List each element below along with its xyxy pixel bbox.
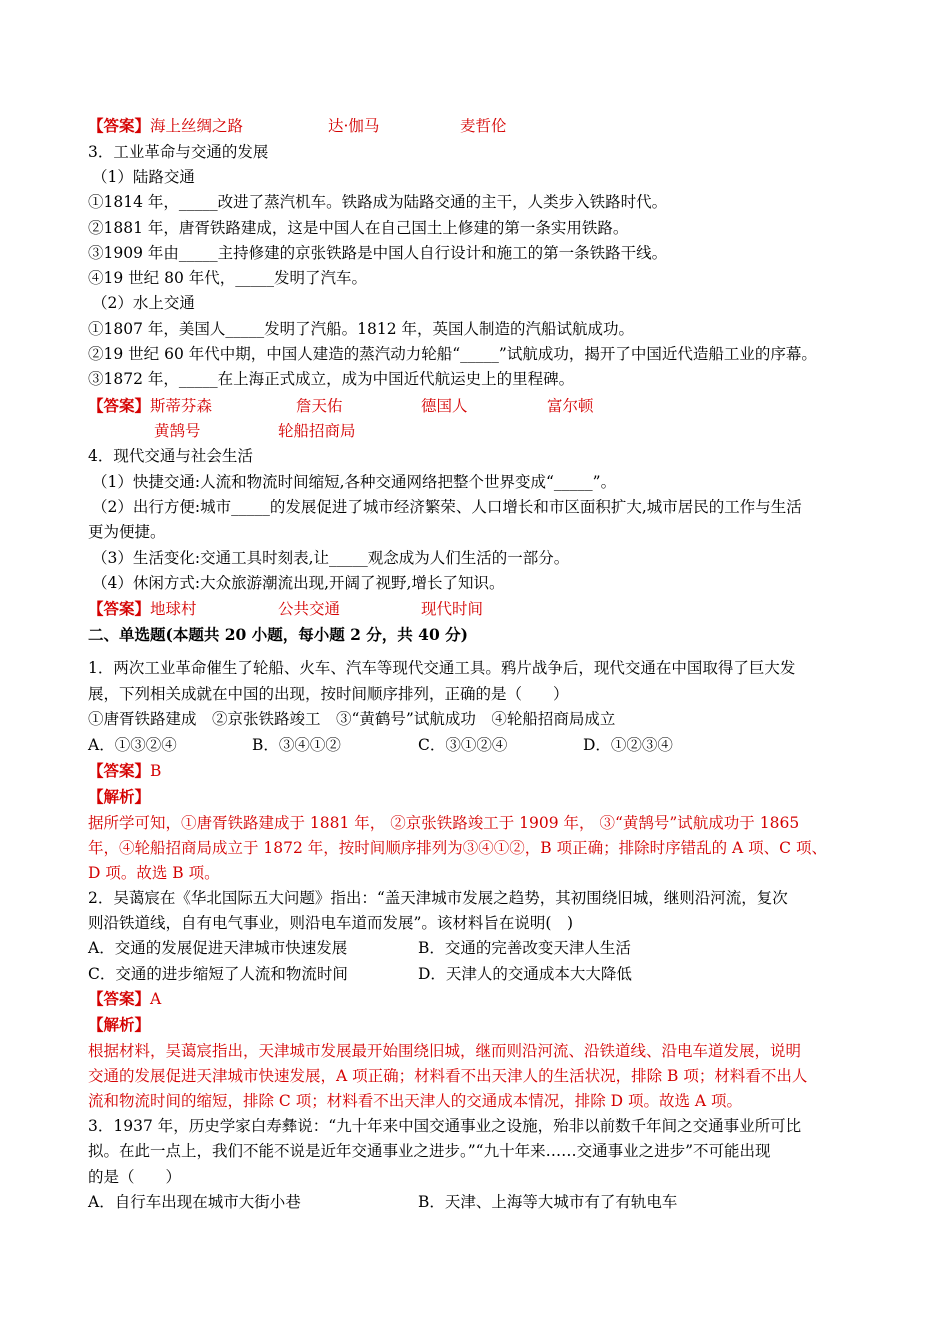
option-b: B．天津、上海等大城市有了有轨电车 bbox=[418, 1193, 678, 1211]
answer-line-3 bbox=[88, 599, 484, 619]
subheading: （2）水上交通 bbox=[92, 294, 195, 312]
body-line: ②1881 年，唐胥铁路建成，这是中国人在自己国土上修建的第一条实用铁路。 bbox=[88, 219, 629, 237]
option-b: B．交通的完善改变天津人生活 bbox=[418, 939, 631, 957]
body-line: ②19 世纪 60 年代中期，中国人建造的蒸汽动力轮船“_____”试航成功，揭开了中国近代造船工业的序幕。 bbox=[88, 345, 817, 363]
answer-value: 现代时间 bbox=[421, 600, 484, 618]
section-title: 二、单选题(本题共 20 小题，每小题 2 分，共 40 分) bbox=[88, 625, 468, 644]
section-heading-4: 4．现代交通与社会生活 bbox=[88, 447, 253, 465]
answer-value: 斯蒂芬森 bbox=[150, 397, 213, 415]
answer-line-1 bbox=[88, 116, 507, 136]
section-heading-3: 3．工业革命与交通的发展 bbox=[88, 143, 269, 161]
answer-value: 德国人 bbox=[421, 397, 468, 415]
answer-line bbox=[88, 989, 161, 1009]
option-d: D．①②③④ bbox=[583, 736, 673, 754]
option-c: C．交通的进步缩短了人流和物流时间 bbox=[88, 965, 348, 983]
answer-value: 黄鹄号 bbox=[154, 422, 201, 440]
answer-value: 达·伽马 bbox=[328, 117, 380, 135]
analysis-line: 流和物流时间的缩短，排除 C 项；材料看不出天津人的交通成本情况，排除 D 项。故选 A 项。 bbox=[88, 1092, 743, 1110]
question-line: ①唐胥铁路建成 ②京张铁路竣工 ③“黄鹤号”试航成功 ④轮船招商局成立 bbox=[88, 710, 616, 728]
question-line: 的是（ ） bbox=[88, 1168, 182, 1186]
body-line: （2）出行方便:城市_____的发展促进了城市经济繁荣、人口增长和市区面积扩大,城市居民的工作与生活 bbox=[92, 498, 802, 516]
analysis-tag: 【解析】 bbox=[88, 1015, 151, 1034]
analysis-line: 年，④轮船招商局成立于 1872 年，按时间顺序排列为③④①②，B 项正确；排除时序错乱的 A 项、C 项、 bbox=[88, 839, 827, 857]
analysis-line: D 项。故选 B 项。 bbox=[88, 864, 220, 882]
answer-tag: 【答案】 bbox=[88, 989, 151, 1008]
body-line: ④19 世纪 80 年代，_____发明了汽车。 bbox=[88, 269, 367, 287]
options-line bbox=[88, 938, 631, 958]
answer-value: 海上丝绸之路 bbox=[150, 117, 244, 135]
answer-value: B bbox=[150, 762, 162, 780]
question-line: 拟。在此一点上，我们不能不说是近年交通事业之进步。”“九十年来……交通事业之进步”不可能出现 bbox=[88, 1142, 771, 1160]
body-line: ①1814 年，_____改进了蒸汽机车。铁路成为陆路交通的主干，人类步入铁路时代。 bbox=[88, 193, 668, 211]
option-a: A．交通的发展促进天津城市快速发展 bbox=[88, 939, 348, 957]
answer-value: 地球村 bbox=[150, 600, 197, 618]
answer-line-2 bbox=[88, 396, 594, 416]
answer-value: 詹天佑 bbox=[296, 397, 343, 415]
answer-value: A bbox=[150, 990, 162, 1008]
option-a: A．自行车出现在城市大街小巷 bbox=[88, 1193, 301, 1211]
analysis-line: 根据材料，吴蔼宸指出，天津城市发展最开始围绕旧城，继而则沿河流、沿铁道线、沿电车道发展，说明 bbox=[88, 1042, 802, 1060]
body-line: （3）生活变化:交通工具时刻表,让_____观念成为人们生活的一部分。 bbox=[92, 549, 570, 567]
question-line: 展，下列相关成就在中国的出现，按时间顺序排列，正确的是（ ） bbox=[88, 685, 569, 703]
body-line: ③1872 年，_____在上海正式成立，成为中国近代航运史上的里程碑。 bbox=[88, 370, 575, 388]
analysis-tag: 【解析】 bbox=[88, 787, 151, 806]
body-line: ①1807 年，美国人_____发明了汽船。1812 年，英国人制造的汽船试航成功。 bbox=[88, 320, 634, 338]
option-b: B．③④①② bbox=[252, 736, 341, 754]
question-line: 2．吴蔼宸在《华北国际五大问题》指出：“盖天津城市发展之趋势，其初围绕旧城，继则沿河流，复次 bbox=[88, 889, 788, 907]
question-line: 1．两次工业革命催生了轮船、火车、汽车等现代交通工具。鸦片战争后，现代交通在中国取得了巨大发 bbox=[88, 659, 796, 677]
option-c: C．③①②④ bbox=[418, 736, 508, 754]
body-line: （4）休闲方式:大众旅游潮流出现,开阔了视野,增长了知识。 bbox=[92, 574, 505, 592]
options-line bbox=[88, 1192, 678, 1212]
answer-value: 富尔顿 bbox=[547, 397, 594, 415]
option-a: A．①③②④ bbox=[88, 736, 177, 754]
analysis-line: 交通的发展促进天津城市快速发展，A 项正确；材料看不出天津人的生活状况，排除 B 项；材料看不出人 bbox=[88, 1067, 808, 1085]
answer-line bbox=[88, 761, 161, 781]
subheading: （1）陆路交通 bbox=[92, 168, 195, 186]
answer-value: 公共交通 bbox=[278, 600, 341, 618]
answer-tag: 【答案】 bbox=[88, 116, 151, 135]
analysis-line: 据所学可知，①唐胥铁路建成于 1881 年， ②京张铁路竣工于 1909 年， ③“黄鹄号”试航成功于 1865 bbox=[88, 814, 800, 832]
option-d: D．天津人的交通成本大大降低 bbox=[418, 965, 632, 983]
question-line: 3．1937 年，历史学家白寿彝说：“九十年来中国交通事业之设施，殆非以前数千年间之交通事业所可比 bbox=[88, 1117, 802, 1135]
body-line: 更为便捷。 bbox=[88, 523, 166, 541]
question-line: 则沿铁道线，自有电气事业，则沿电车道而发展”。该材料旨在说明( ) bbox=[88, 914, 574, 932]
body-line: （1）快捷交通:人流和物流时间缩短,各种交通网络把整个世界变成“_____”。 bbox=[92, 473, 617, 491]
answer-tag: 【答案】 bbox=[88, 599, 151, 618]
answer-value: 轮船招商局 bbox=[278, 422, 356, 440]
options-line bbox=[88, 964, 632, 984]
answer-tag: 【答案】 bbox=[88, 761, 151, 780]
options-line bbox=[88, 735, 673, 755]
answer-value: 麦哲伦 bbox=[460, 117, 507, 135]
body-line: ③1909 年由_____主持修建的京张铁路是中国人自行设计和施工的第一条铁路干线。 bbox=[88, 244, 668, 262]
answer-tag: 【答案】 bbox=[88, 396, 151, 415]
